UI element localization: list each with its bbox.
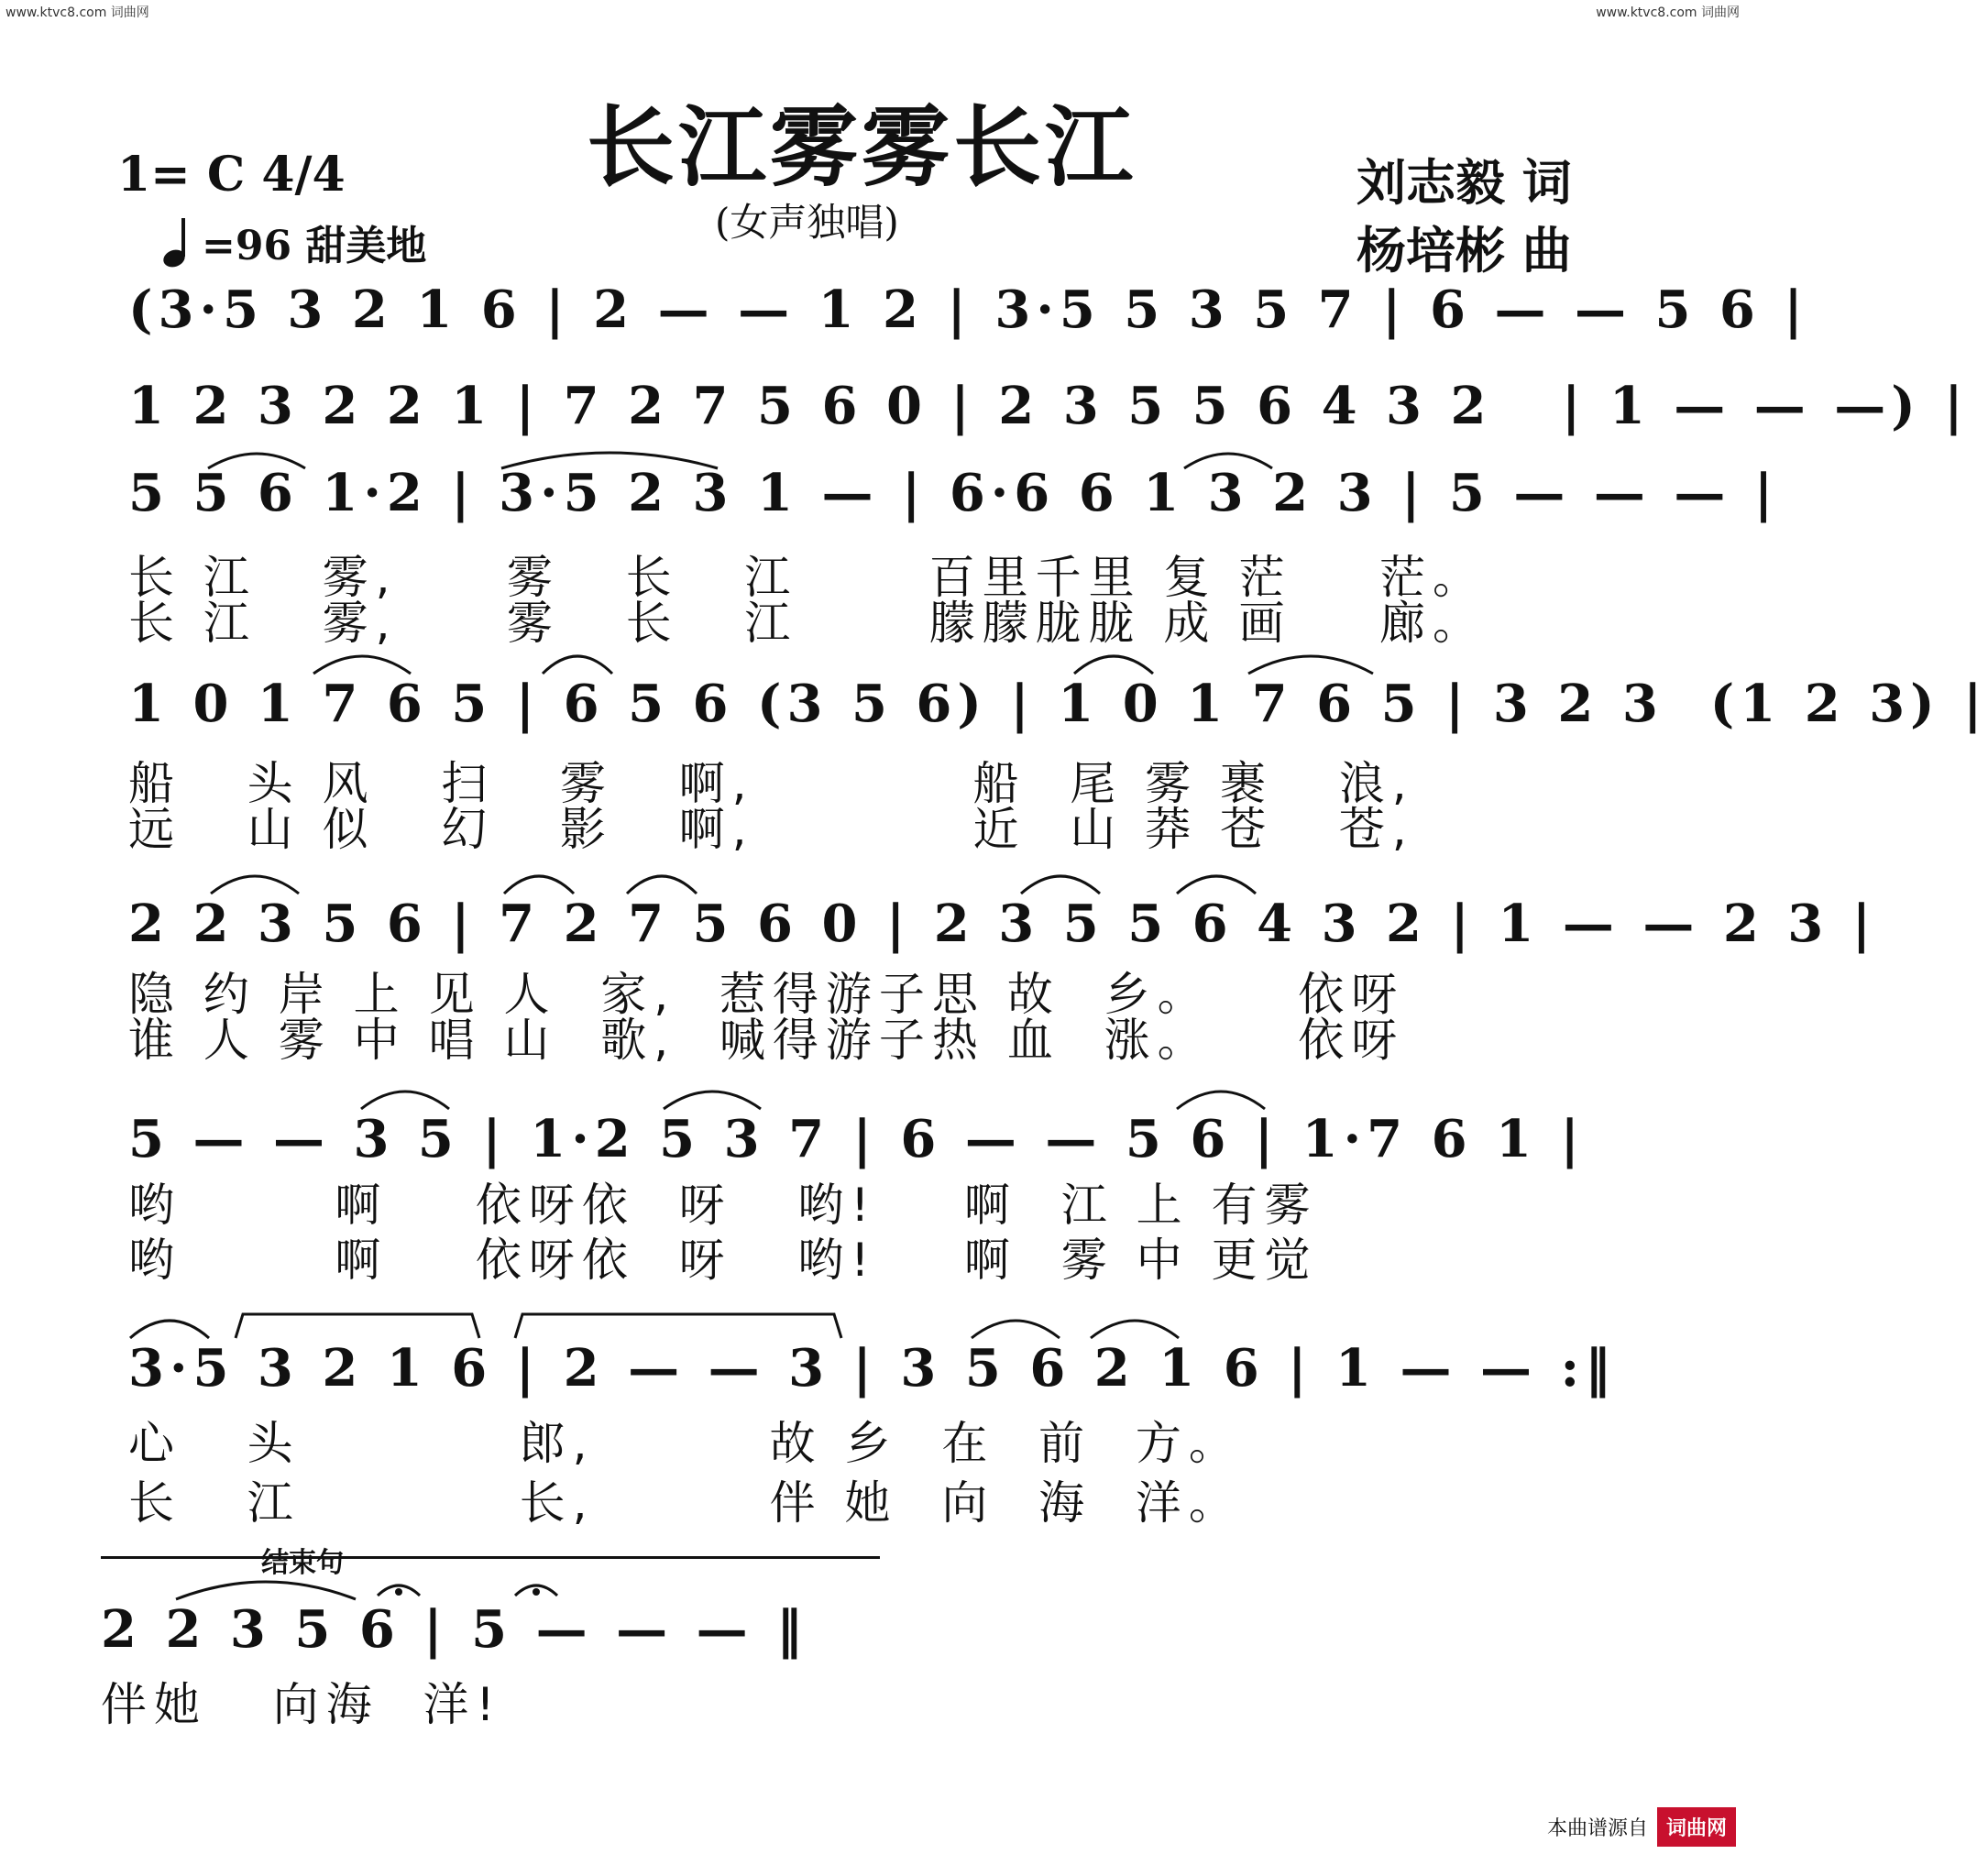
lyric-verse-2: 远 山 似 幻 影 啊, 近 山 莽 苍 苍,	[128, 803, 1414, 856]
notes: 2 2 3 5 6 | 5 — — — ‖	[101, 1599, 808, 1660]
key-signature: 1= C 4/4	[117, 147, 346, 203]
slur	[209, 866, 301, 897]
footer-logo[interactable]: 词曲网	[1657, 1807, 1736, 1847]
watermark-right: www.ktvc8.com 词曲网	[1596, 5, 1740, 20]
lyric-verse-2: 长 江 雾, 雾 长 江 朦朦胧胧 成 画 廊。	[128, 597, 1487, 650]
notes: 1 0 1 7 6 5 | 6 5 6 (3 5 6) | 1 0 1 7 6 5 | 3 2 3 (1 2 3) |	[128, 674, 1988, 734]
quarter-note-icon	[156, 214, 192, 269]
lyric-verse-1: 哟 啊 依呀依 呀 哟! 啊 江 上 有雾	[128, 1179, 1318, 1232]
lyric-verse-2: 哟 啊 依呀依 呀 哟! 啊 雾 中 更觉	[128, 1234, 1318, 1287]
tie-bracket	[513, 1311, 843, 1342]
lyric-verse-1: 隐 约 岸 上 见 人 家, 惹得游子思 故 乡。 依呀	[128, 968, 1405, 1021]
slur	[541, 646, 614, 677]
lyric-verse-1: 长 江 雾, 雾 长 江 百里千里 复 茫 茫。	[128, 551, 1487, 604]
ending-label: 结束句	[261, 1547, 344, 1579]
notes: 2 2 3 5 6 | 7 2 7 5 6 0 | 2 3 5 5 6 4 3 2 | 1 — — 2 3 |	[128, 894, 1877, 954]
composer: 杨培彬 曲	[1356, 221, 1572, 280]
lyric-verse-1: 心 头 郎, 故 乡 在 前 方。	[128, 1417, 1242, 1470]
slur	[1072, 646, 1155, 677]
notes: 3·5 3 2 1 6 | 2 — — 3 | 3 5 6 2 1 6 | 1 — — :‖	[128, 1338, 1617, 1399]
song-subtitle: (女声独唱)	[715, 200, 899, 245]
slur	[128, 1311, 211, 1342]
slur	[1019, 866, 1102, 897]
watermark-left: www.ktvc8.com 词曲网	[5, 5, 149, 20]
slur	[502, 866, 576, 897]
slur	[970, 1311, 1061, 1342]
tempo-marking	[156, 213, 426, 271]
credits	[1356, 148, 1572, 284]
lyricist: 刘志毅 词	[1356, 153, 1572, 212]
tempo-text: =96 甜美地	[202, 223, 427, 269]
notes: 1 2 3 2 2 1 | 7 2 7 5 6 0 | 2 3 5 5 6 4 3 2 | 1 — — —) |	[128, 376, 1969, 436]
slur	[312, 646, 412, 677]
fermata-icon	[513, 1581, 559, 1599]
lyric-verse-2: 谁 人 雾 中 唱 山 歌, 喊得游子热 血 涨。 依呀	[128, 1014, 1405, 1067]
lyric-verse-2: 长 江 长, 伴 她 向 海 洋。	[128, 1476, 1242, 1530]
fermata-icon	[376, 1581, 422, 1599]
slur	[1089, 1311, 1181, 1342]
ending-lyric: 伴她 向海 洋!	[101, 1678, 502, 1731]
slur	[1175, 866, 1258, 897]
notes: (3·5 3 2 1 6 | 2 — — 1 2 | 3·5 5 3 5 7 | 6 — — 5 6 |	[128, 280, 1808, 340]
notes: 5 — — 3 5 | 1·2 5 3 7 | 6 — — 5 6 | 1·7 6 1 |	[128, 1109, 1585, 1169]
slur	[174, 1572, 357, 1603]
slur	[1247, 646, 1375, 677]
notes: 5 5 6 1·2 | 3·5 2 3 1 — | 6·6 6 1 3 2 3 | 5 — — — |	[128, 463, 1779, 523]
song-title: 长江雾雾长江	[587, 95, 1137, 199]
lyric-verse-1: 船 头 风 扫 雾 啊, 船 尾 雾 裹 浪,	[128, 757, 1414, 810]
footer-source: 本曲谱源自	[1546, 1817, 1648, 1840]
slur	[359, 1081, 451, 1113]
tie-bracket	[234, 1311, 481, 1342]
footer	[1547, 1807, 1736, 1847]
slur	[662, 1081, 763, 1113]
slur	[625, 866, 698, 897]
slur	[1175, 1081, 1267, 1113]
